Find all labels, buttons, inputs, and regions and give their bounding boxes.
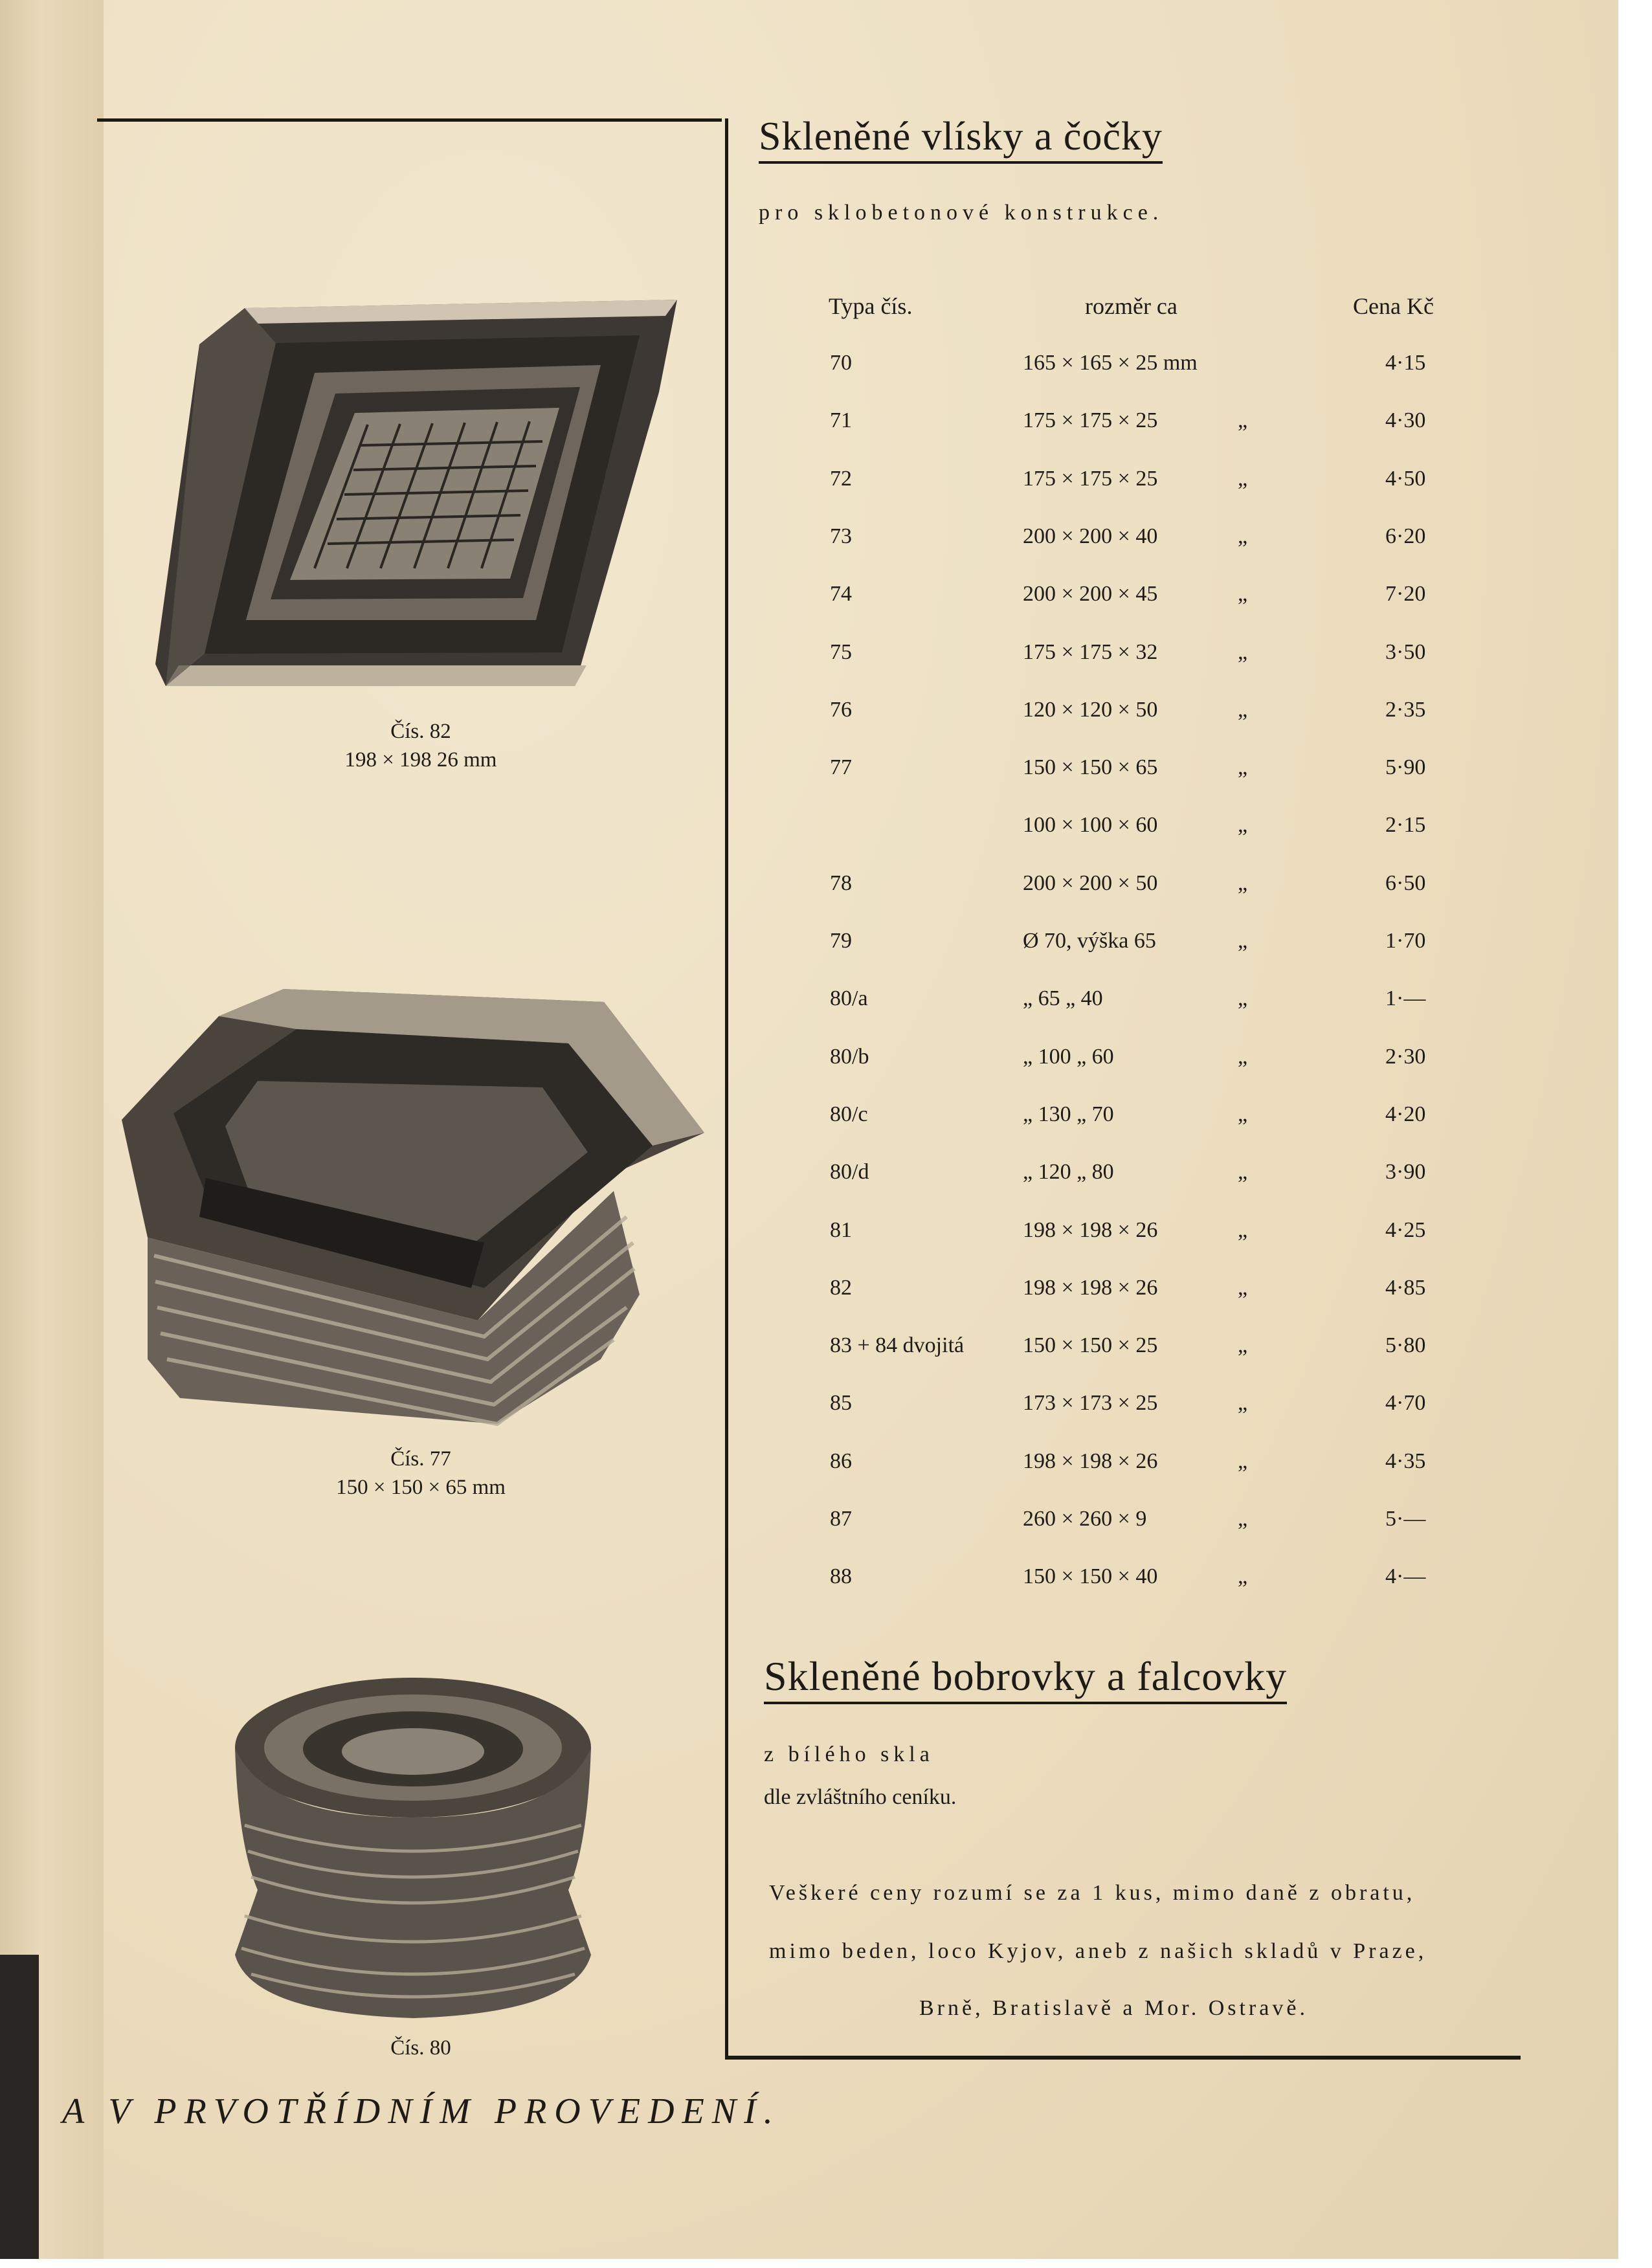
row-price-cell: 4·15: [1385, 351, 1426, 375]
row-size-cell: „ 100 „ 60: [1023, 1044, 1114, 1069]
row-price-cell: 4·—: [1385, 1564, 1426, 1589]
row-unit-cell: „: [1238, 466, 1248, 491]
row-unit-cell: „: [1238, 408, 1248, 433]
table-row: [0, 1160, 1618, 1199]
table-row: [0, 698, 1618, 737]
row-unit-cell: „: [1238, 1391, 1248, 1416]
row-unit-cell: „: [1238, 1564, 1248, 1589]
row-type-cell: 76: [830, 697, 852, 722]
table-header-type: Typa čís.: [829, 293, 913, 319]
row-price-cell: 1·70: [1385, 929, 1426, 953]
row-unit-cell: „: [1238, 1507, 1248, 1531]
row-type-cell: 86: [830, 1449, 852, 1473]
row-type-cell: 80/b: [830, 1044, 869, 1069]
caption-82-size: 198 × 198 26 mm: [344, 748, 497, 772]
row-price-cell: 6·50: [1385, 871, 1426, 895]
row-unit-cell: „: [1238, 813, 1248, 838]
row-unit-cell: „: [1238, 871, 1248, 895]
row-type-cell: 82: [830, 1275, 852, 1300]
table-row: [0, 1102, 1618, 1141]
row-price-cell: 4·25: [1385, 1217, 1426, 1242]
section1-subtitle: pro sklobetonové konstrukce.: [759, 201, 1164, 225]
table-row: [0, 1276, 1618, 1315]
row-type-cell: 80/d: [830, 1160, 869, 1184]
row-size-cell: 120 × 120 × 50: [1023, 697, 1158, 722]
caption-80-name: Čís. 80: [390, 2036, 451, 2060]
row-size-cell: 165 × 165 × 25 mm: [1023, 351, 1198, 375]
row-size-cell: 260 × 260 × 9: [1023, 1507, 1147, 1531]
row-price-cell: 3·50: [1385, 639, 1426, 664]
row-price-cell: 4·50: [1385, 466, 1426, 491]
row-unit-cell: „: [1238, 755, 1248, 780]
row-unit-cell: „: [1238, 1217, 1248, 1242]
row-price-cell: 2·30: [1385, 1044, 1426, 1069]
row-unit-cell: „: [1238, 986, 1248, 1011]
row-price-cell: 2·35: [1385, 697, 1426, 722]
table-row: [0, 929, 1618, 968]
row-price-cell: 4·70: [1385, 1391, 1426, 1416]
table-row: [0, 1391, 1618, 1430]
row-size-cell: „ 120 „ 80: [1023, 1160, 1114, 1184]
caption-77-name: Čís. 77: [390, 1447, 451, 1471]
row-unit-cell: „: [1238, 697, 1248, 722]
row-type-cell: 79: [830, 929, 852, 953]
price-note-line-2: mimo beden, loco Kyjov, aneb z našich skladů v Praze,: [769, 1939, 1427, 1963]
row-size-cell: 100 × 100 × 60: [1023, 813, 1158, 838]
row-price-cell: 5·80: [1385, 1333, 1426, 1358]
table-row: [0, 467, 1618, 506]
row-price-cell: 5·—: [1385, 1507, 1426, 1531]
row-unit-cell: „: [1238, 639, 1248, 664]
row-type-cell: 72: [830, 466, 852, 491]
row-type-cell: 81: [830, 1217, 852, 1242]
row-type-cell: 74: [830, 582, 852, 606]
table-row: [0, 640, 1618, 679]
row-size-cell: 175 × 175 × 32: [1023, 639, 1158, 664]
row-size-cell: 198 × 198 × 26: [1023, 1217, 1158, 1242]
row-unit-cell: „: [1238, 1044, 1248, 1069]
row-unit-cell: „: [1238, 1275, 1248, 1300]
row-unit-cell: „: [1238, 1160, 1248, 1184]
frame-top-rule: [97, 118, 722, 122]
row-size-cell: 200 × 200 × 45: [1023, 582, 1158, 606]
row-size-cell: 150 × 150 × 25: [1023, 1333, 1158, 1358]
row-size-cell: 200 × 200 × 40: [1023, 524, 1158, 548]
row-type-cell: 87: [830, 1507, 852, 1531]
table-row: [0, 813, 1618, 852]
row-unit-cell: „: [1238, 929, 1248, 953]
row-price-cell: 4·20: [1385, 1102, 1426, 1126]
row-size-cell: „ 130 „ 70: [1023, 1102, 1114, 1126]
table-row: [0, 582, 1618, 621]
binding-tape: [0, 1955, 39, 2259]
row-price-cell: 4·35: [1385, 1449, 1426, 1473]
row-price-cell: 6·20: [1385, 524, 1426, 548]
section1-title: Skleněné vlísky a čočky: [759, 114, 1163, 164]
row-unit-cell: „: [1238, 1333, 1248, 1358]
row-price-cell: 4·30: [1385, 408, 1426, 433]
table-header-price: Cena Kč: [1353, 293, 1434, 319]
table-row: [0, 871, 1618, 910]
row-unit-cell: „: [1238, 1102, 1248, 1126]
row-type-cell: 71: [830, 408, 852, 433]
table-row: [0, 986, 1618, 1025]
caption-77-size: 150 × 150 × 65 mm: [336, 1476, 506, 1499]
row-type-cell: 83 + 84 dvojitá: [830, 1333, 965, 1358]
row-size-cell: Ø 70, výška 65: [1023, 929, 1156, 953]
row-unit-cell: „: [1238, 582, 1248, 606]
row-size-cell: 175 × 175 × 25: [1023, 408, 1158, 433]
row-type-cell: 80/c: [830, 1102, 868, 1126]
table-row: [0, 1333, 1618, 1372]
section2-line1: z bílého skla: [764, 1742, 934, 1766]
table-row: [0, 408, 1618, 447]
table-row: [0, 1507, 1618, 1546]
table-row: [0, 1045, 1618, 1084]
row-price-cell: 5·90: [1385, 755, 1426, 780]
row-type-cell: 75: [830, 639, 852, 664]
row-type-cell: 88: [830, 1564, 852, 1589]
table-row: [0, 1218, 1618, 1257]
price-note-line-3: Brně, Bratislavě a Mor. Ostravě.: [919, 1996, 1308, 2020]
row-type-cell: 77: [830, 755, 852, 780]
row-type-cell: 78: [830, 871, 852, 895]
row-price-cell: 7·20: [1385, 582, 1426, 606]
row-unit-cell: „: [1238, 1449, 1248, 1473]
row-size-cell: 175 × 175 × 25: [1023, 466, 1158, 491]
row-size-cell: 200 × 200 × 50: [1023, 871, 1158, 895]
price-note-line-1: Veškeré ceny rozumí se za 1 kus, mimo daně z obratu,: [769, 1881, 1416, 1905]
row-type-cell: 70: [830, 351, 852, 375]
table-row: [0, 1564, 1618, 1603]
row-price-cell: 4·85: [1385, 1275, 1426, 1300]
row-price-cell: 3·90: [1385, 1160, 1426, 1184]
row-size-cell: „ 65 „ 40: [1023, 986, 1103, 1011]
row-size-cell: 198 × 198 × 26: [1023, 1449, 1158, 1473]
frame-bottom-rule: [728, 2056, 1521, 2060]
row-type-cell: 80/a: [830, 986, 868, 1011]
footer-slogan: A V PRVOTŘÍDNÍM PROVEDENÍ.: [62, 2091, 781, 2131]
row-size-cell: 198 × 198 × 26: [1023, 1275, 1158, 1300]
row-size-cell: 150 × 150 × 65: [1023, 755, 1158, 780]
table-row: [0, 755, 1618, 794]
row-unit-cell: „: [1238, 524, 1248, 548]
row-type-cell: 85: [830, 1391, 852, 1416]
row-price-cell: 1·—: [1385, 986, 1426, 1011]
table-row: [0, 351, 1618, 390]
row-size-cell: 150 × 150 × 40: [1023, 1564, 1158, 1589]
row-type-cell: 73: [830, 524, 852, 548]
table-header-size: rozměr ca: [1085, 293, 1178, 319]
table-row: [0, 1449, 1618, 1488]
section2-title: Skleněné bobrovky a falcovky: [764, 1652, 1287, 1704]
table-row: [0, 524, 1618, 563]
glass-lens-80-image: [225, 1676, 601, 2019]
caption-82-name: Čís. 82: [390, 720, 451, 743]
row-size-cell: 173 × 173 × 25: [1023, 1391, 1158, 1416]
row-price-cell: 2·15: [1385, 813, 1426, 838]
section2-line2: dle zvláštního ceníku.: [764, 1785, 957, 1809]
